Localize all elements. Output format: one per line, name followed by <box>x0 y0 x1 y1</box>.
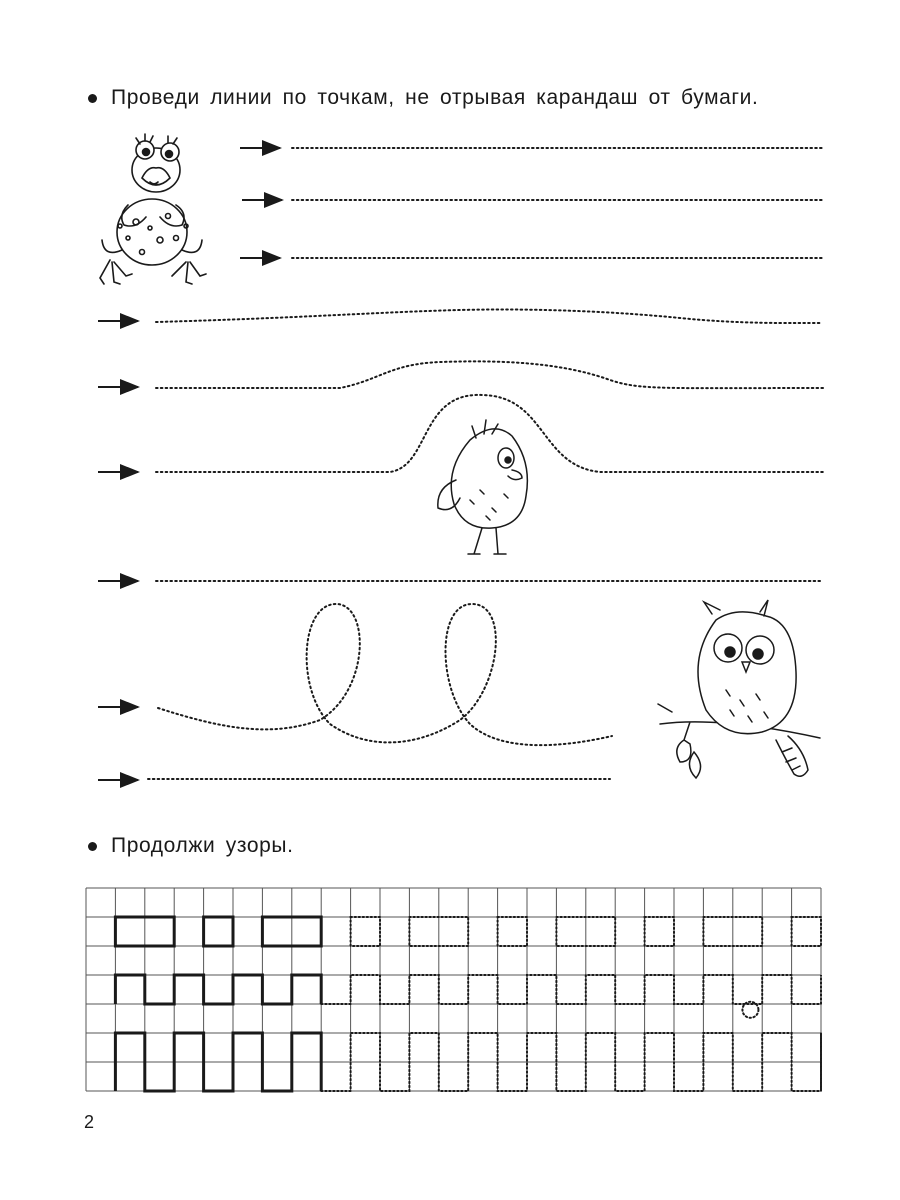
pattern-continuation-dots <box>321 917 821 1091</box>
pattern1-rect-narrow <box>204 917 233 946</box>
pattern1-dotted-rect <box>792 917 821 946</box>
pattern2-square-wave <box>115 975 321 1004</box>
instruction-trace-text: Проведи линии по точкам, не отрывая карандаш от бумаги. <box>111 86 759 109</box>
pattern2-dotted-wave <box>321 975 821 1004</box>
pattern-examples <box>115 917 321 1091</box>
pattern1-dotted-rect <box>351 917 380 946</box>
instruction-patterns-text: Продолжи узоры. <box>111 834 294 857</box>
grid-lines <box>86 888 821 1091</box>
pattern1-dotted-rect <box>498 917 527 946</box>
page-number: 2 <box>84 1112 95 1132</box>
pattern1-dotted-rect <box>645 917 674 946</box>
